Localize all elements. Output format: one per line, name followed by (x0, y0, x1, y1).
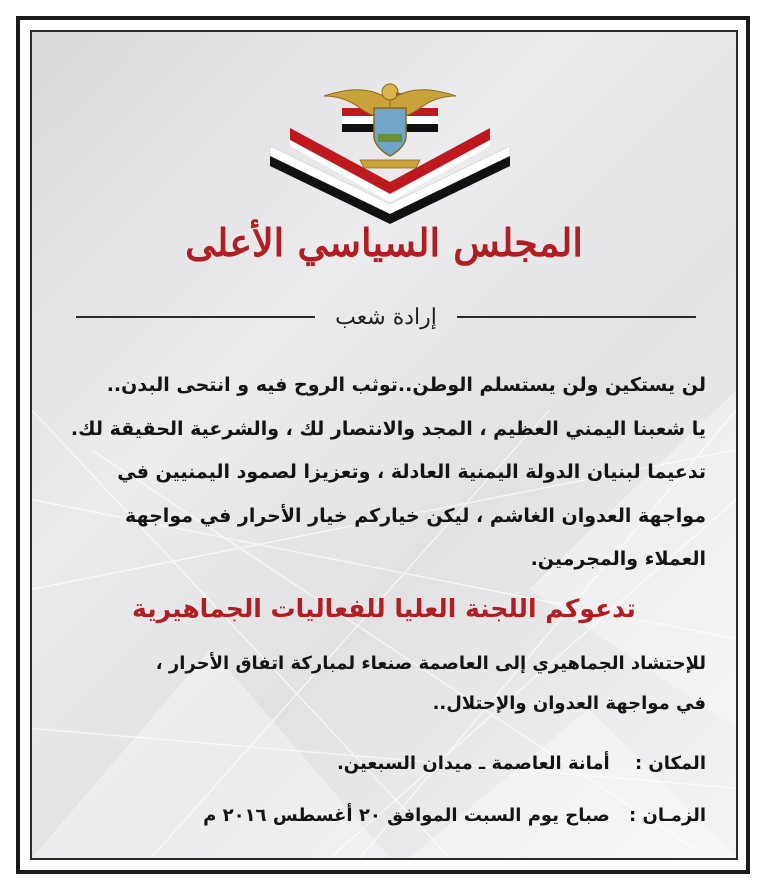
subtitle: إرادة شعب (335, 304, 437, 330)
place-row (66, 738, 706, 790)
time-label: الزمـان : (628, 805, 706, 826)
national-emblem (260, 56, 520, 226)
place-label: المكان : (634, 753, 706, 774)
subtitle-divider (76, 302, 696, 332)
body-line: يا شعبنا اليمني العظيم ، المجد والانتصار لك ، والشرعية الحقيقة لك. (70, 417, 706, 440)
invitation-line: للإحتشاد الجماهيري إلى العاصمة صنعاء لمباركة اتفاق الأحرار ، (155, 653, 706, 674)
divider-line-right (457, 316, 696, 318)
body-paragraph (66, 364, 706, 582)
poster-panel (30, 30, 738, 860)
body-line: مواجهة العدوان الغاشم ، ليكن خياركم خيار الأحرار في مواجهة (125, 504, 706, 527)
time-row (66, 790, 706, 842)
place-value: أمانة العاصمة ـ ميدان السبعين. (336, 753, 610, 774)
invitation-line: في مواجهة العدوان والإحتلال.. (432, 693, 706, 714)
invitation-paragraph (66, 644, 706, 724)
divider-line-left (76, 316, 315, 318)
time-value: صباح يوم السبت الموافق ٢٠ أغسطس ٢٠١٦ م (203, 805, 610, 826)
body-line: العملاء والمجرمين. (530, 548, 706, 571)
body-line: تدعيما لبنيان الدولة اليمنية العادلة ، وتعزيزا لصمود اليمنيين في (117, 461, 706, 484)
event-details (66, 738, 706, 842)
invitation-title: تدعوكم اللجنة العليا للفعاليات الجماهيرية (132, 594, 636, 623)
body-line: لن يستكين ولن يستسلم الوطن..توثب الروح فيه و انتحى البدن.. (106, 374, 706, 396)
council-title: المجلس السياسي الأعلى (185, 220, 583, 265)
